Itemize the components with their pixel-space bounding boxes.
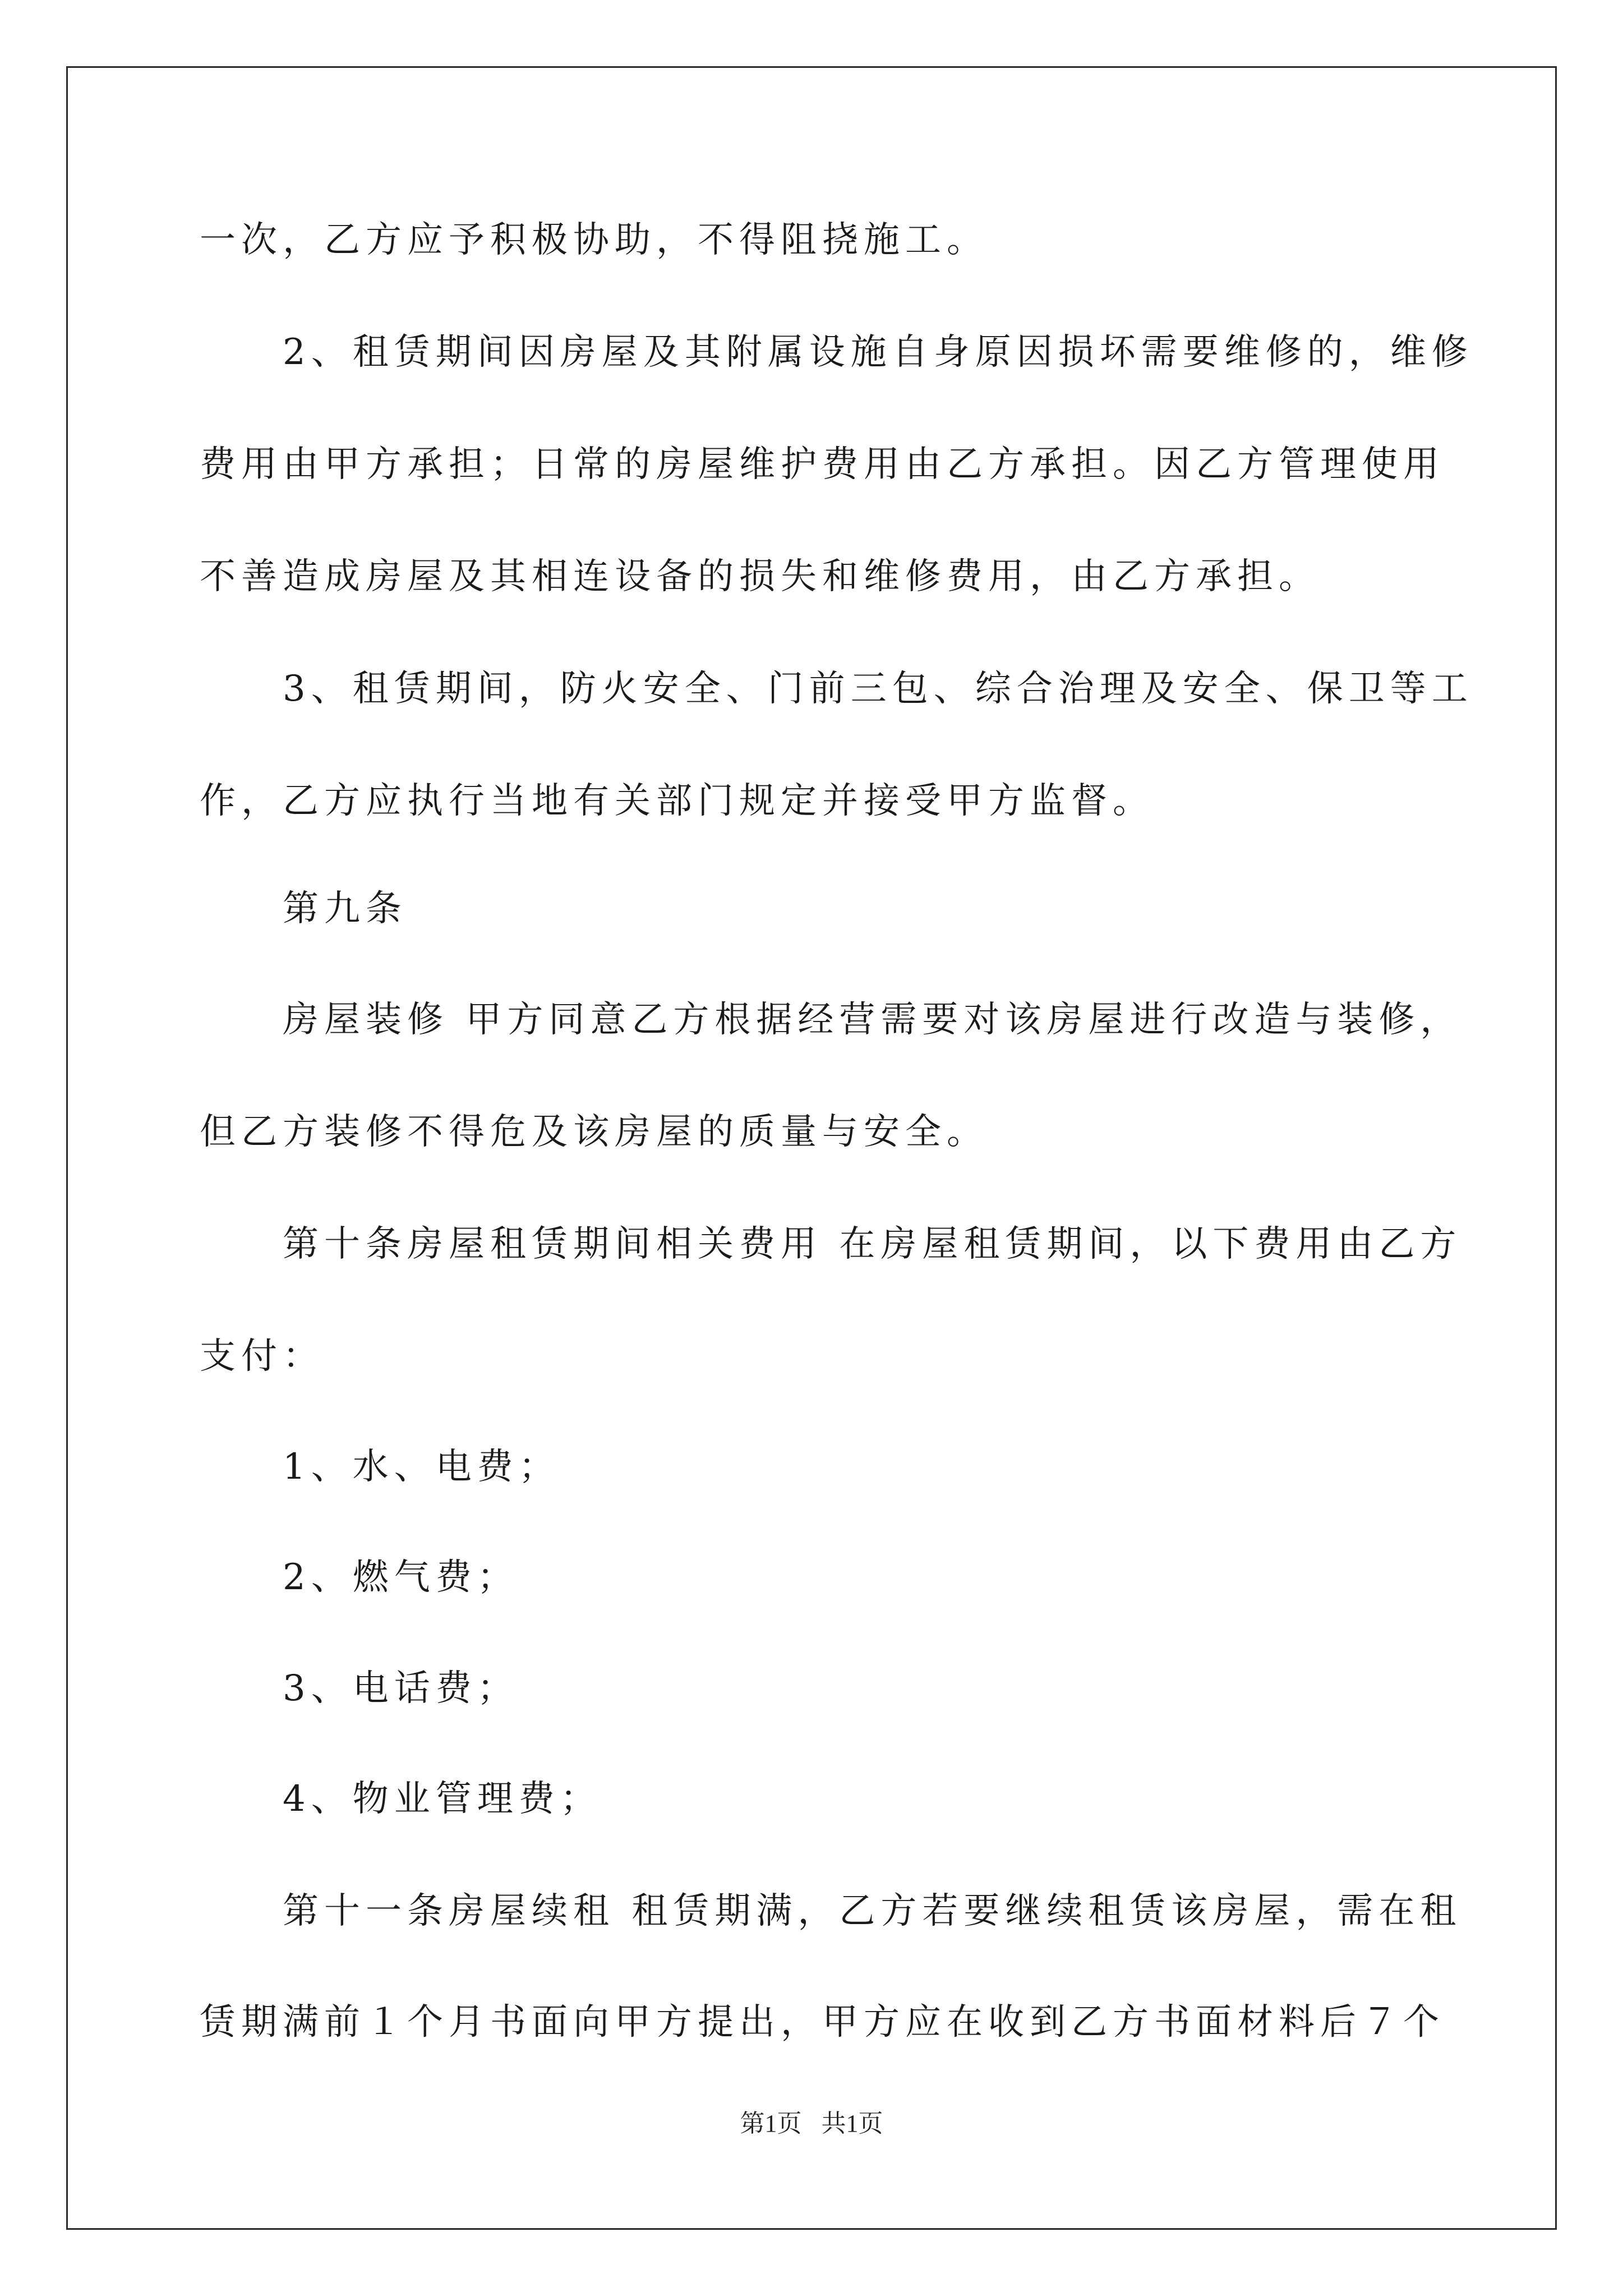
page-number: 第1页 — [740, 2110, 802, 2137]
text-line: 作，乙方应执行当地有关部门规定并接受甲方监督。 — [200, 780, 1154, 822]
text-line: 支付： — [200, 1336, 324, 1377]
text-line: 2、租赁期间因房屋及其附属设施自身原因损坏需要维修的，维修 — [283, 332, 1473, 373]
list-item: 1、水、电费； — [283, 1446, 560, 1488]
list-item: 4、物业管理费； — [283, 1778, 602, 1820]
list-item: 3、电话费； — [283, 1668, 519, 1709]
text-line: 第十一条房屋续租 租赁期满，乙方若要继续租赁该房屋，需在租 — [283, 1890, 1462, 1932]
list-item: 2、燃气费； — [283, 1557, 519, 1598]
page-total: 共1页 — [821, 2110, 883, 2137]
text-line: 费用由甲方承担；日常的房屋维护费用由乙方承担。因乙方管理使用 — [200, 444, 1445, 485]
text-line: 第十条房屋租赁期间相关费用 在房屋租赁期间，以下费用由乙方 — [283, 1223, 1462, 1265]
text-line: 房屋装修 甲方同意乙方根据经营需要对该房屋进行改造与装修， — [283, 999, 1462, 1041]
page-footer — [0, 2108, 1623, 2139]
text-line: 不善造成房屋及其相连设备的损失和维修费用，由乙方承担。 — [200, 556, 1320, 597]
text-line: 赁期满前１个月书面向甲方提出，甲方应在收到乙方书面材料后７个 — [200, 2001, 1445, 2043]
text-line: 一次，乙方应予积极协助，不得阻挠施工。 — [200, 219, 988, 261]
text-line: 3、租赁期间，防火安全、门前三包、综合治理及安全、保卫等工 — [283, 668, 1473, 710]
text-line: 但乙方装修不得危及该房屋的质量与安全。 — [200, 1111, 988, 1153]
section-heading: 第九条 — [283, 888, 407, 930]
